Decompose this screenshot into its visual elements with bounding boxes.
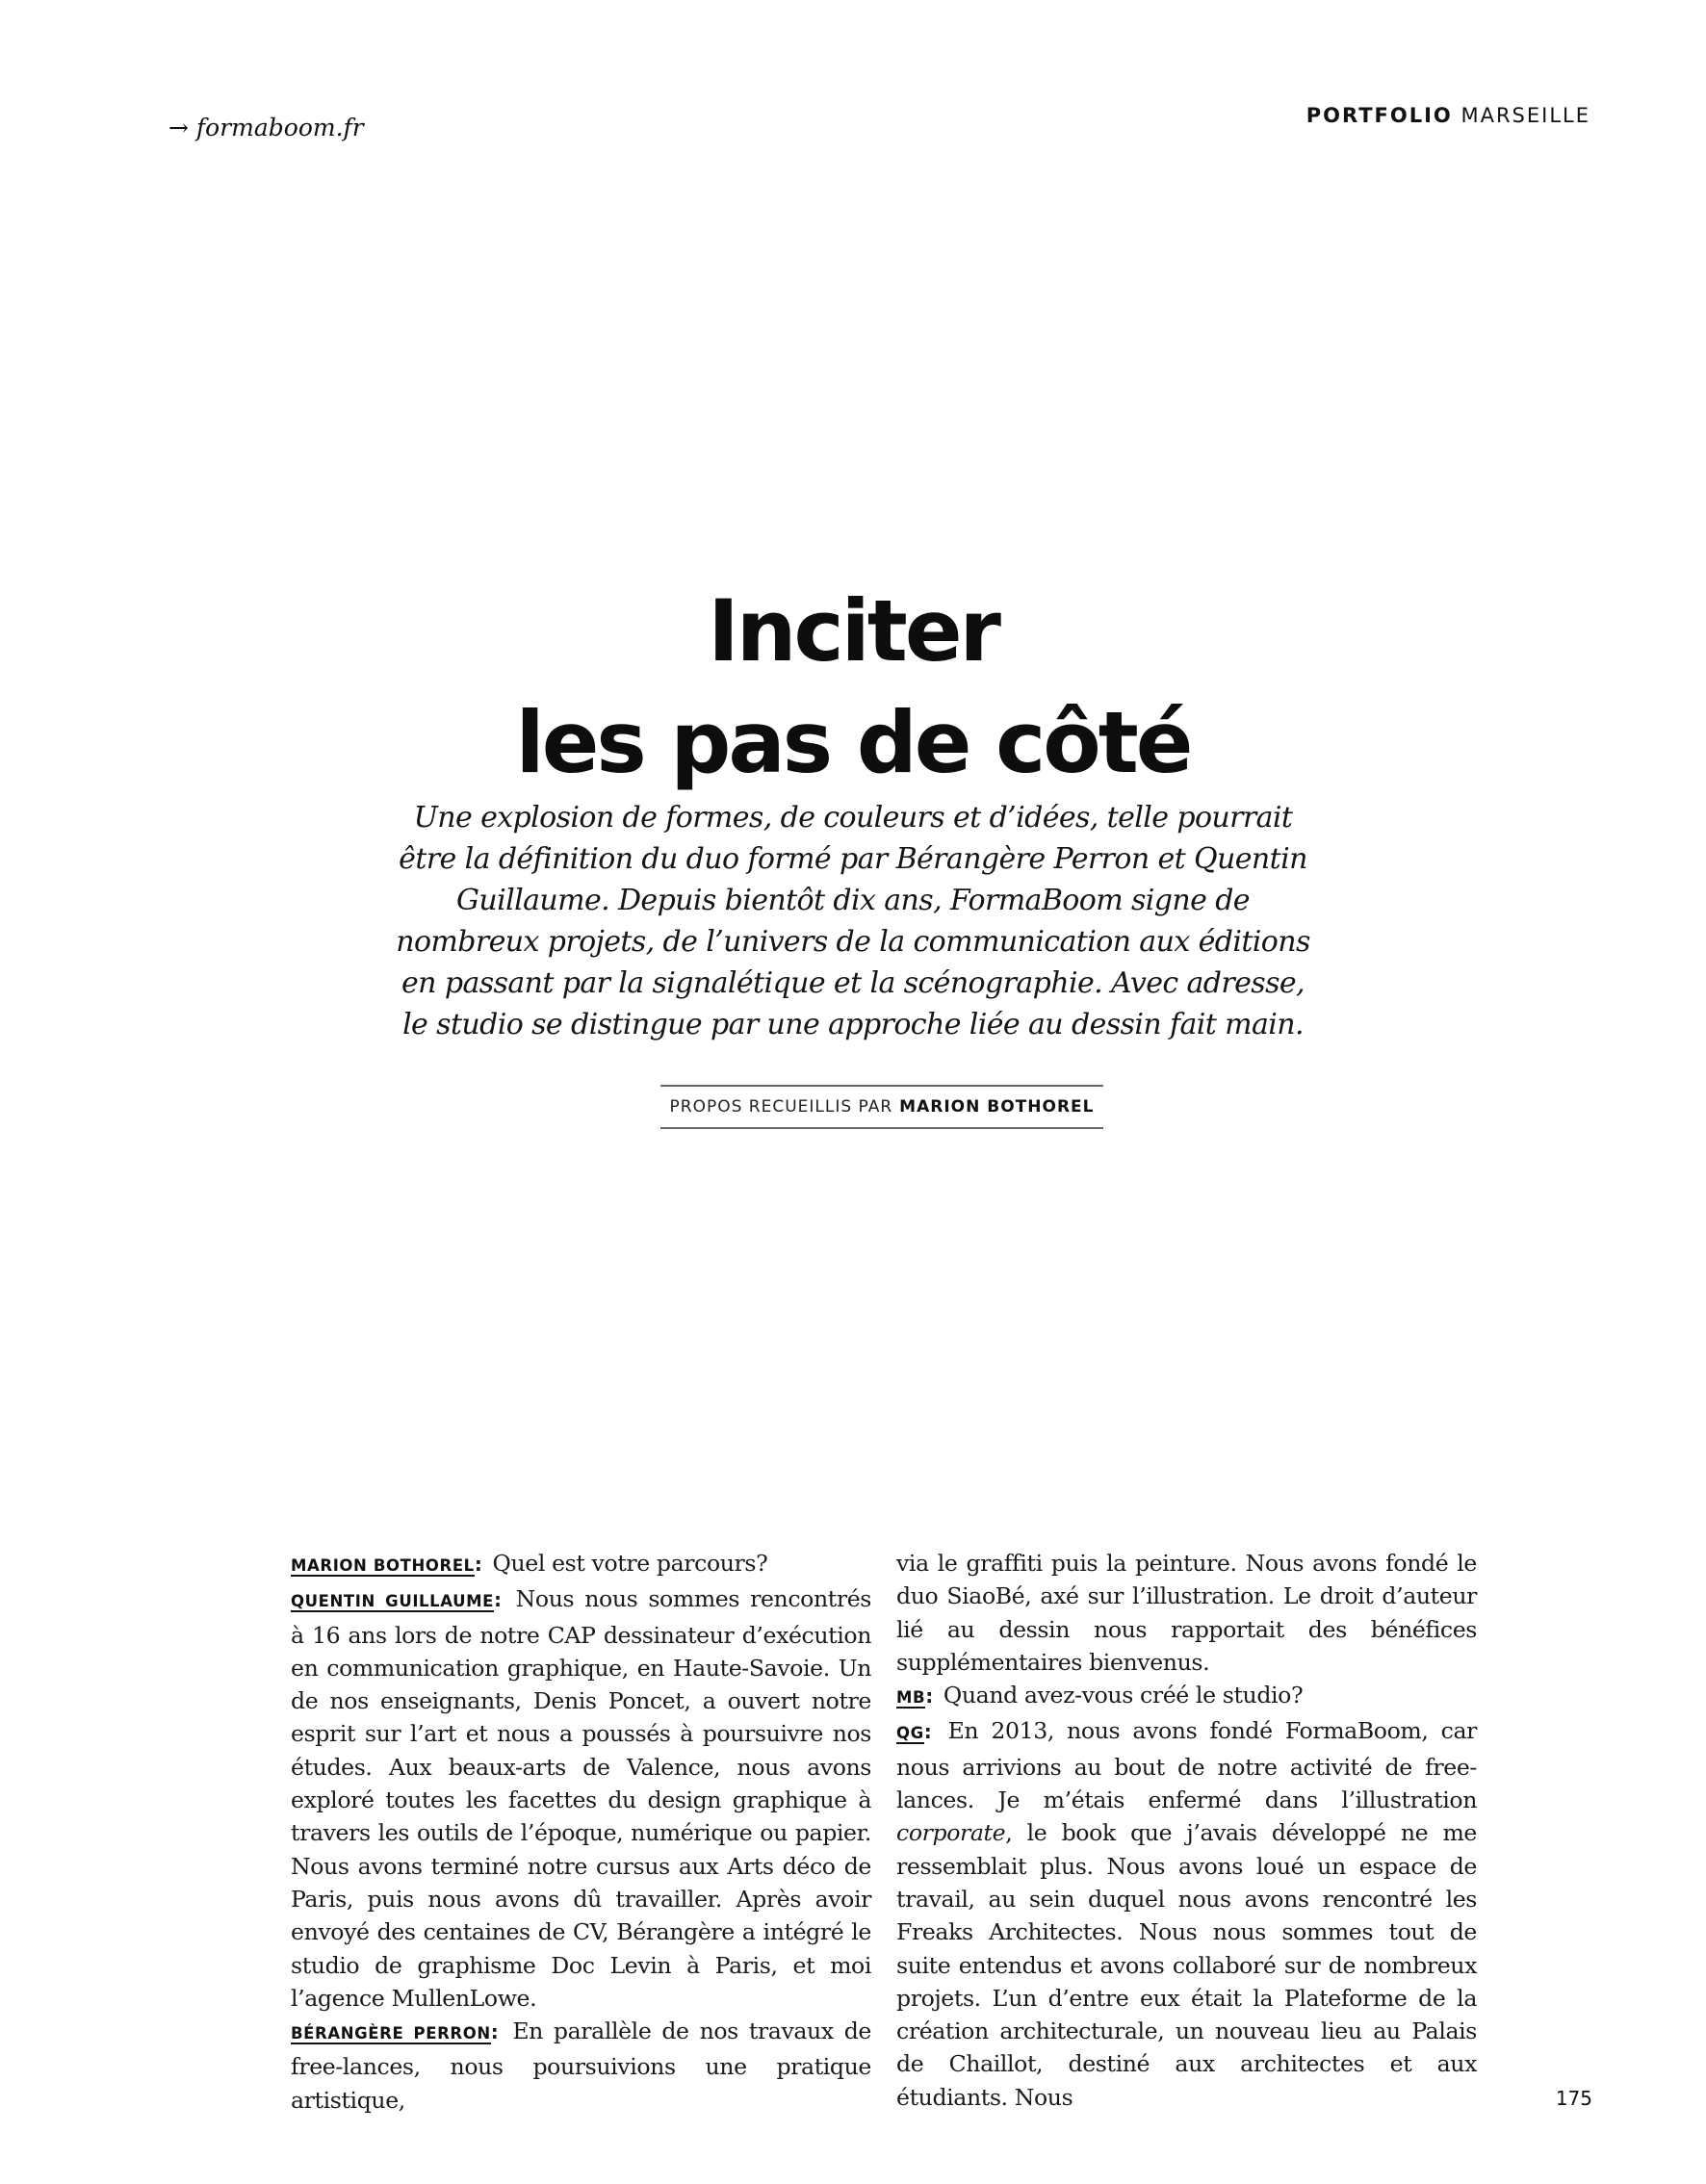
page-number: 175 <box>1555 2087 1592 2110</box>
section-label-city: MARSEILLE <box>1460 104 1590 127</box>
interview-column-left <box>291 1547 871 2117</box>
byline-prefix: PROPOS RECUEILLIS PAR <box>669 1097 893 1117</box>
paragraph-text: Quand avez-vous créé le studio? <box>936 1682 1304 1709</box>
byline-author: MARION BOTHOREL <box>899 1097 1095 1117</box>
interview-column-right <box>896 1547 1477 2114</box>
speaker-colon: : <box>923 1720 932 1744</box>
speaker-colon: : <box>925 1684 933 1709</box>
byline <box>660 1085 1103 1129</box>
interview-paragraph <box>896 1714 1477 2114</box>
paragraph-text: , le book que j’avais développé ne me ressemblait plus. Nous avons loué un espace de travail, au sein duquel nous avons rencontré les Freaks Architectes. Nous nous sommes tout de suite entendus et avons collaboré sur de nombreux projets. L’un d’entre eux était la Plateforme de la création architecturale, un nouveau lieu au Palais de Chaillot, destiné aux architectes et aux étudiants. Nous <box>896 1819 1477 2111</box>
paragraph-text: Quel est votre parcours? <box>485 1550 768 1577</box>
interview-paragraph <box>896 1547 1477 1679</box>
interview-paragraph <box>291 1547 871 1582</box>
speaker-label: MARION BOTHOREL <box>291 1556 475 1575</box>
speaker-label: QG <box>896 1724 924 1743</box>
interview-paragraph <box>291 2015 871 2117</box>
article-intro: Une explosion de formes, de couleurs et d’idées, telle pourrait être la définition du duo formé par Bérangère Perron et Quentin Guillaume. Depuis bientôt dix ans, FormaBoom signe de nombreux projets, de l’univers de la communication aux éditions en passant par la signalétique et la scénographie. Avec adresse, le studio se distingue par une approche liée au dessin fait main. <box>396 801 1310 1041</box>
paragraph-text: via le graffiti puis la peinture. Nous avons fondé le duo SiaoBé, axé sur l’illustration. Le droit d’auteur lié au dessin nous rapportait des bénéfices supplémentaires bienvenus. <box>896 1550 1477 1676</box>
article-title <box>0 576 1706 799</box>
speaker-label: QUENTIN GUILLAUME <box>291 1592 495 1611</box>
paragraph-text: En 2013, nous avons fondé FormaBoom, car nous arrivions au bout de notre activité de free-lances. Je m’étais enfermé dans l’illustration <box>896 1717 1477 1814</box>
section-label <box>1306 104 1590 127</box>
article-title-line-2: les pas de côté <box>515 693 1191 792</box>
speaker-colon: : <box>474 1553 482 1576</box>
speaker-label: MB <box>896 1688 926 1708</box>
paragraph-text: Nous nous sommes rencontrés à 16 ans lors de notre CAP dessinateur d’exécution en communication graphique, en Haute-Savoie. Un de nos enseignants, Denis Poncet, a ouvert notre esprit sur l’art et nous a poussés à poursuivre nos études. Aux beaux-arts de Valence, nous avons exploré toutes les facettes du design graphique à travers les outils de l’époque, numérique ou papier. Nous avons terminé notre cursus aux Arts déco de Paris, puis nous avons dû travailler. Après avoir envoyé des centaines de CV, Bérangère a intégré le studio de graphisme Doc Levin à Paris, et moi l’agence MullenLowe. <box>291 1585 871 2012</box>
paragraph-italic-text: corporate <box>896 1819 1006 1847</box>
interview-paragraph <box>896 1679 1477 1714</box>
website-link[interactable]: → formaboom.fr <box>168 114 364 141</box>
article-title-line-1: Inciter <box>708 581 998 681</box>
paragraph-text: En parallèle de nos travaux de free-lances, nous poursuivions une pratique artistique, <box>291 2017 871 2114</box>
interview-paragraph <box>291 1582 871 2015</box>
section-label-bold: PORTFOLIO <box>1305 104 1453 127</box>
speaker-colon: : <box>494 1588 502 1612</box>
speaker-colon: : <box>490 2020 499 2044</box>
speaker-label: BÉRANGÈRE PERRON <box>291 2024 491 2043</box>
